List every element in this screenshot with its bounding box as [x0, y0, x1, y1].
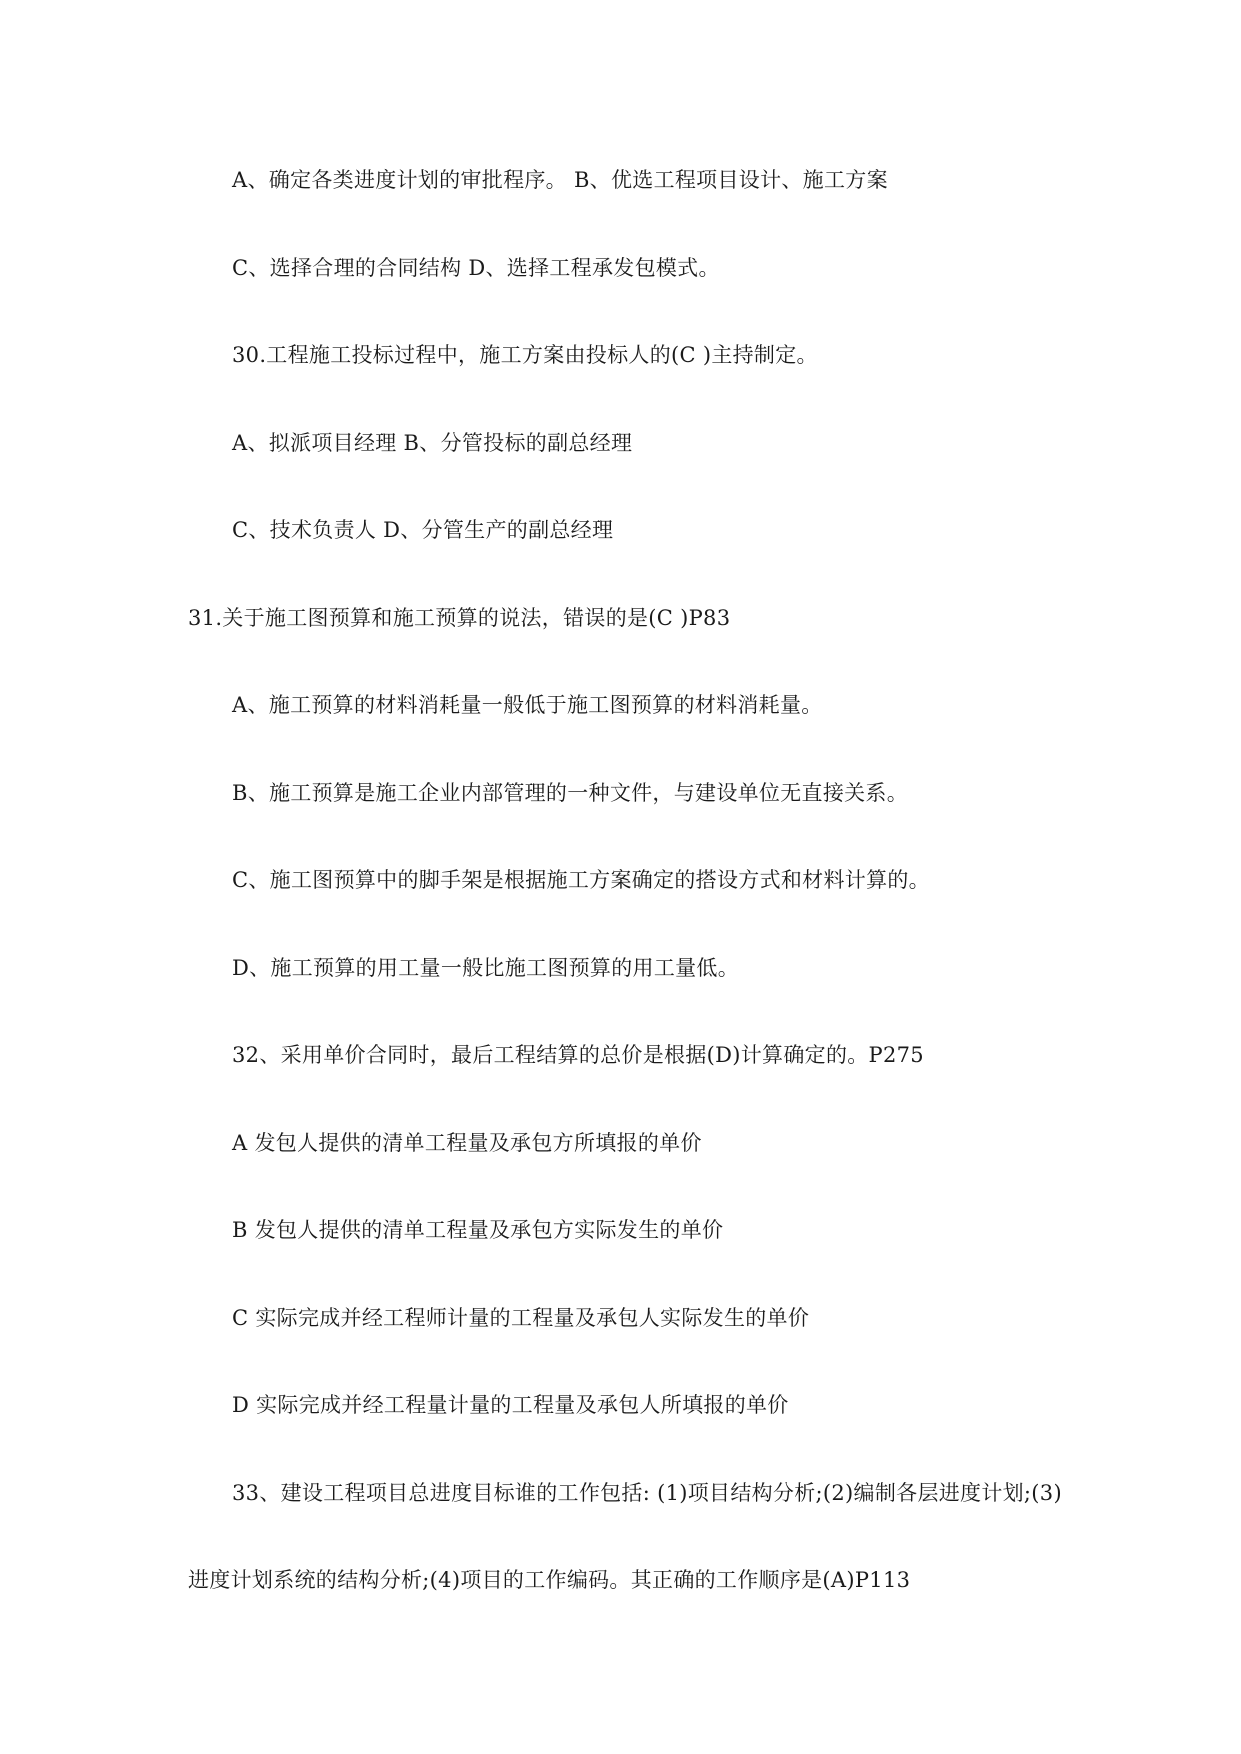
option-31-c: C、施工图预算中的脚手架是根据施工方案确定的搭设方式和材料计算的。: [232, 868, 930, 892]
question-32: 32、采用单价合同时，最后工程结算的总价是根据(D)计算确定的。P275: [232, 1043, 924, 1067]
option-31-d: D、施工预算的用工量一般比施工图预算的用工量低。: [232, 956, 740, 980]
option-line-30-ab: A、拟派项目经理 B、分管投标的副总经理: [232, 431, 633, 455]
question-31: 31.关于施工图预算和施工预算的说法，错误的是(C )P83: [188, 606, 731, 630]
option-line-29-cd: C、选择合理的合同结构 D、选择工程承发包模式。: [232, 256, 720, 280]
option-31-a: A、施工预算的材料消耗量一般低于施工图预算的材料消耗量。: [232, 693, 823, 717]
option-32-a: A 发包人提供的清单工程量及承包方所填报的单价: [232, 1131, 702, 1155]
option-line-30-cd: C、技术负责人 D、分管生产的副总经理: [232, 518, 614, 542]
question-33-line-1: 33、建设工程项目总进度目标谁的工作包括: (1)项目结构分析;(2)编制各层进度计划;(3): [232, 1481, 1062, 1505]
option-32-c: C 实际完成并经工程师计量的工程量及承包人实际发生的单价: [232, 1306, 810, 1330]
option-line-29-ab: A、确定各类进度计划的审批程序。 B、优选工程项目设计、施工方案: [232, 168, 888, 192]
question-33-line-2: 进度计划系统的结构分析;(4)项目的工作编码。其正确的工作顺序是(A)P113: [188, 1568, 911, 1592]
option-32-b: B 发包人提供的清单工程量及承包方实际发生的单价: [232, 1218, 724, 1242]
option-31-b: B、施工预算是施工企业内部管理的一种文件，与建设单位无直接关系。: [232, 781, 909, 805]
option-32-d: D 实际完成并经工程量计量的工程量及承包人所填报的单价: [232, 1393, 789, 1417]
question-30: 30.工程施工投标过程中，施工方案由投标人的(C )主持制定。: [232, 343, 818, 367]
